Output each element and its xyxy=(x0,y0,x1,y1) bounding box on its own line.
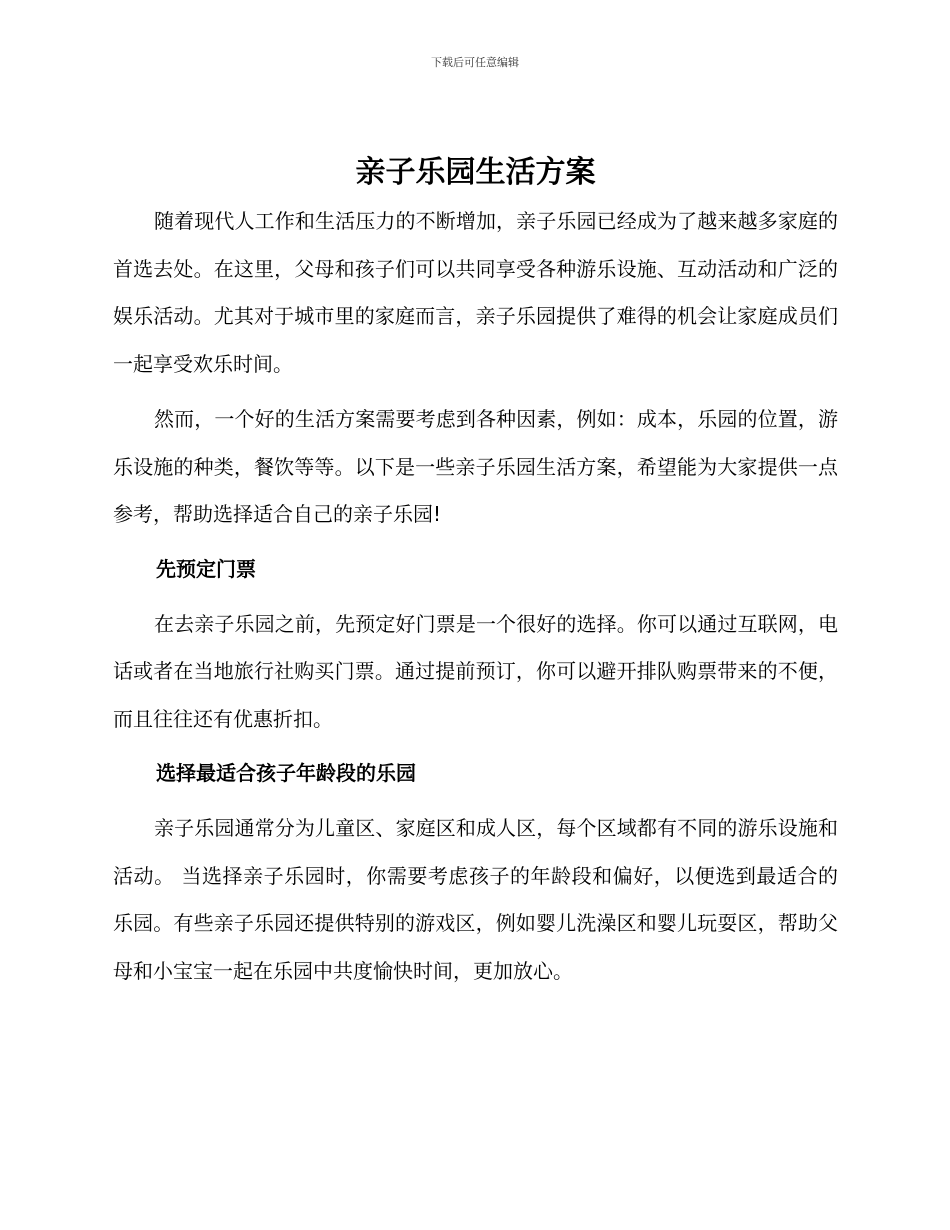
section-paragraph-choose-park: 亲子乐园通常分为儿童区、家庭区和成人区，每个区域都有不同的游乐设施和活动。 当选择亲子乐园时，你需要考虑孩子的年龄段和偏好，以便选到最适合的乐园。有些亲子乐园还提供特别的游戏区，例如婴儿洗澡区和婴儿玩耍区，帮助父母和小宝宝一起在乐园中共度愉快时间，更加放心。 xyxy=(113,816,838,983)
section-paragraph-book-tickets: 在去亲子乐园之前，先预定好门票是一个很好的选择。你可以通过互联网，电话或者在当地旅行社购买门票。通过提前预订，你可以避开排队购票带来的不便，而且往往还有优惠折扣。 xyxy=(113,611,838,731)
section-heading-book-tickets: 先预定门票 xyxy=(156,556,256,581)
section-heading-choose-park: 选择最适合孩子年龄段的乐园 xyxy=(156,761,416,785)
document-body xyxy=(113,150,838,1003)
page-header-note: 下载后可任意编辑 xyxy=(431,56,519,69)
intro-paragraph: 随着现代人工作和生活压力的不断增加，亲子乐园已经成为了越来越多家庭的首选去处。在这里，父母和孩子们可以共同享受各种游乐设施、互动活动和广泛的娱乐活动。尤其对于城市里的家庭而言，亲子乐园提供了难得的机会让家庭成员们一起享受欢乐时间。 xyxy=(113,209,838,376)
intro-paragraph: 然而，一个好的生活方案需要考虑到各种因素，例如：成本，乐园的位置，游乐设施的种类，餐饮等等。以下是一些亲子乐园生活方案，希望能为大家提供一点参考，帮助选择适合自己的亲子乐园! xyxy=(113,407,838,526)
document-title: 亲子乐园生活方案 xyxy=(355,155,596,190)
